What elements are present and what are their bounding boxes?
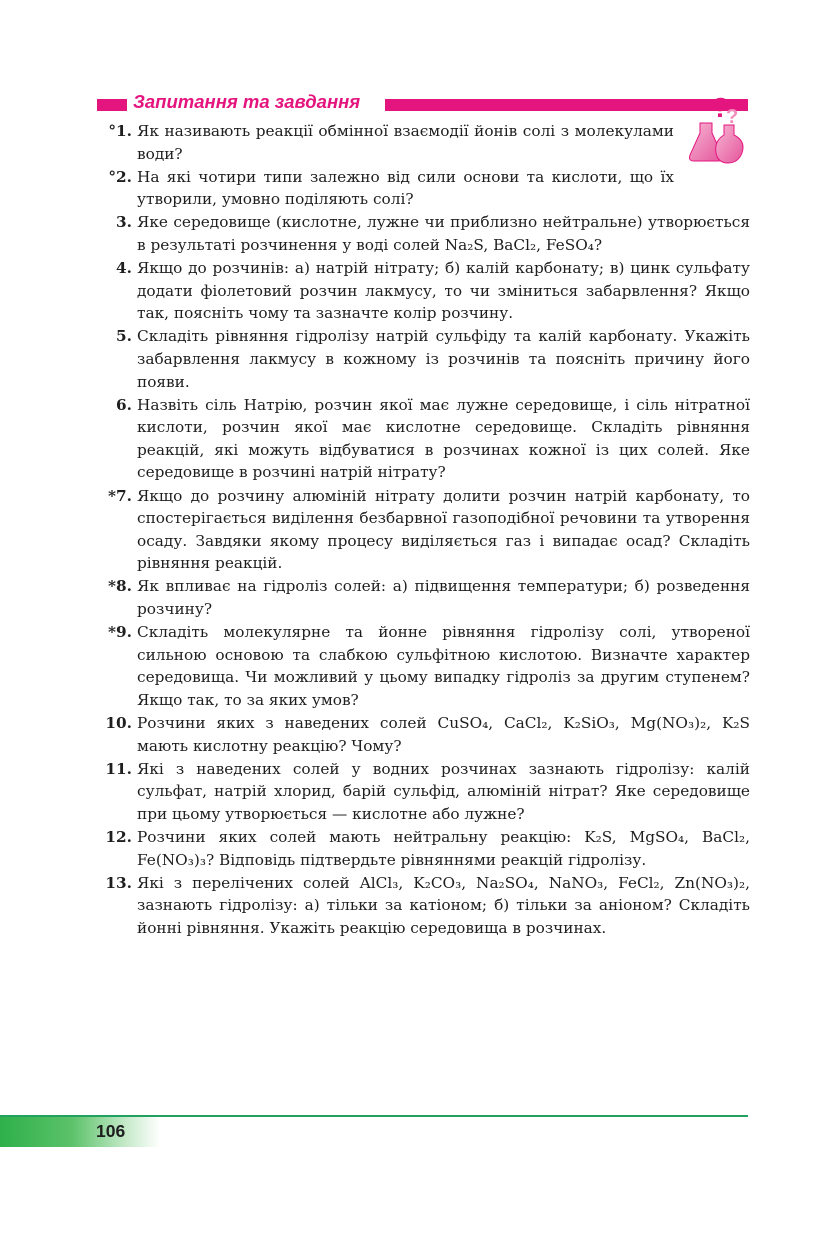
list-item [96,621,750,711]
question-text: Яке середовище (кислотне, лужне чи приблизно нейтральне) утворюється в результаті розчинення у воді солей Na₂S, BaCl₂, FeSO₄? [137,213,750,254]
question-number: 10. [105,713,132,732]
question-number: 12. [105,827,132,846]
question-text: Якщо до розчину алюміній нітрату долити розчин натрій карбонату, то спостерігається виділення безбарвної газоподібної речовини та утворення осаду. Завдяки якому процесу виділяється газ і випадає осад? Складіть рівняння реакцій. [137,486,750,573]
header-bar-left [97,99,127,111]
questions-list [96,120,750,940]
question-number: 5. [116,327,132,346]
list-item [96,120,674,165]
list-item [96,166,674,211]
svg-text:?: ? [712,93,730,123]
question-number: *7. [108,486,132,505]
question-text: Складіть молекулярне та йонне рівняння гідролізу солі, утвореної сильною основою та слабкою сульфітною кислотою. Визначте характер середовища. Чи можливий у цьому випадку гідроліз за другим ступенем? Якщо так, то за яких умов? [137,623,750,709]
question-number: 4. [116,259,132,278]
section-header [97,91,748,112]
list-item [96,211,750,256]
question-text: Які з наведених солей у водних розчинах зазнають гідролізу: калій сульфат, натрій хлорид, барій сульфід, алюміній нітрат? Яке середовище при цьому утворюється — кислотне або лужне? [137,759,750,823]
question-text: Складіть рівняння гідролізу натрій сульфіду та калій карбонату. Укажіть забарвлення лакмусу в кожному із розчинів та поясніть причину його появи. [137,327,750,391]
svg-text:?: ? [726,106,739,128]
question-number: 13. [105,873,132,892]
list-item [96,325,750,393]
question-text: Розчини яких з наведених солей CuSO₄, CaCl₂, K₂SiO₃, Mg(NO₃)₂, K₂S мають кислотну реакцію? Чому? [137,713,750,755]
question-number: °2. [108,167,132,186]
page-number: 106 [96,1121,126,1141]
question-number: *8. [108,577,132,596]
list-item [96,826,750,871]
question-number: *9. [108,623,132,642]
footer-page-tab [0,1117,160,1147]
list-item [96,758,750,826]
question-text: Як називають реакції обмінної взаємодії йонів солі з молекулами води? [137,122,674,163]
list-item [96,485,750,575]
list-item [96,394,750,484]
question-text: Назвіть сіль Натрію, розчин якої має лужне середовище, і сіль нітратної кислоти, розчин якої має кислотне середовище. Складіть рівняння реакцій, які можуть відбуватися в розчинах кожної із цих солей. Яке середовище в розчині натрій нітрату? [137,395,750,482]
list-item [96,257,750,325]
list-item [96,872,750,940]
question-text: Які з перелічених солей AlCl₃, K₂CO₃, Na₂SO₄, NaNO₃, FeCl₂, Zn(NO₃)₂, зазнають гідролізу: а) тільки за катіоном; б) тільки за аніоном? Складіть йонні рівняння. Укажіть реакцію середовища в розчинах. [137,873,750,937]
question-number: 11. [105,759,132,778]
question-number: 6. [116,395,132,414]
section-title: Запитання та завдання [133,91,361,112]
question-text: Розчини яких солей мають нейтральну реакцію: K₂S, MgSO₄, BaCl₂, Fe(NO₃)₃? Відповідь підтвердьте рівняннями реакцій гідролізу. [137,827,750,869]
question-number: 3. [116,213,132,232]
question-number: °1. [108,122,132,140]
question-text: На які чотири типи залежно від сили основи та кислоти, що їх утворили, умовно поділяють солі? [137,167,674,209]
list-item [96,575,750,620]
question-text: Якщо до розчинів: а) натрій нітрату; б) калій карбонату; в) цинк сульфату додати фіолетовий розчин лакмусу, то чи зміниться забарвлення? Якщо так, поясніть чому та зазначте колір розчину. [137,259,750,323]
list-item [96,712,750,757]
question-text: Як впливає на гідроліз солей: а) підвищення температури; б) розведення розчину? [137,577,750,618]
